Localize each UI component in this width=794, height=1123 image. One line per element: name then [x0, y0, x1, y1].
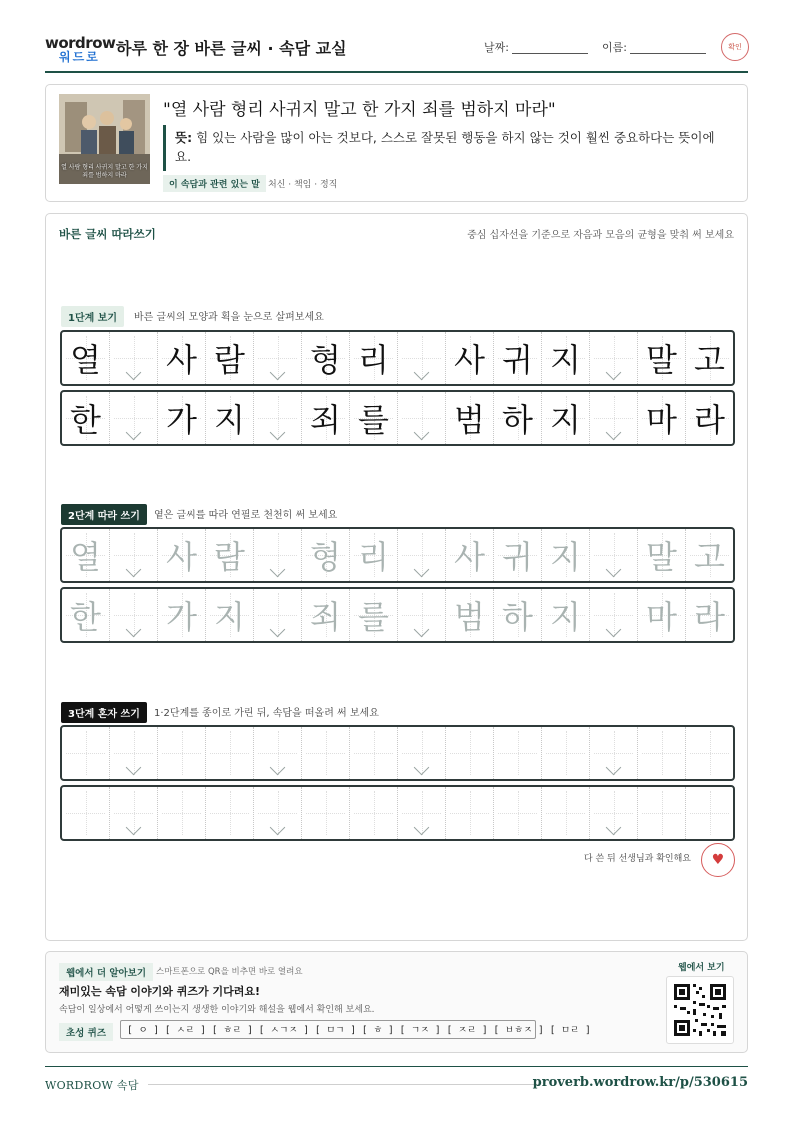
chosung-quiz: [ ㅇ ] [ ㅅㄹ ] [ ㅎㄹ ] [ ㅅㄱㅈ ] [ ㅁㄱ ] [ ㅎ ] [ ㄱㅈ ] [ ㅈㄹ ] [ ㅂㅎㅈ ] [ ㅁㄹ ] [120, 1020, 536, 1039]
space-marker-icon [606, 425, 622, 441]
wordrow-logo [45, 34, 116, 64]
cell-character: 사 [166, 341, 197, 379]
space-marker-icon [126, 760, 142, 776]
writing-cell[interactable] [206, 589, 254, 641]
writing-cell[interactable] [110, 589, 158, 641]
step2-desc: 옅은 글씨를 따라 연필로 천천히 써 보세요 [154, 510, 338, 521]
writing-cell[interactable] [110, 787, 158, 839]
cell-character: 죄 [310, 401, 341, 439]
cell-character: 람 [214, 538, 245, 576]
practice-guide: 중심 십자선을 기준으로 자음과 모음의 균형을 맞춰 써 보세요 [467, 230, 734, 241]
space-marker-icon [270, 562, 286, 578]
writing-cell[interactable] [686, 787, 733, 839]
space-marker-icon [270, 760, 286, 776]
writing-cell [542, 392, 590, 444]
cell-character [70, 790, 101, 836]
writing-cell[interactable] [254, 727, 302, 779]
cell-character: 리 [358, 341, 389, 379]
cell-character: 열 [70, 341, 101, 379]
cell-character: 하 [502, 598, 533, 636]
proverb-illustration [59, 94, 150, 184]
writing-cell[interactable] [446, 529, 494, 581]
cell-character: 한 [70, 401, 101, 439]
writing-cell[interactable] [398, 787, 446, 839]
cell-character: 말 [646, 538, 677, 576]
writing-cell [62, 392, 110, 444]
writing-cell[interactable] [590, 529, 638, 581]
step3-label: 3단계 혼자 쓰기 [61, 702, 147, 723]
writing-cell[interactable] [158, 727, 206, 779]
footer-line [148, 1084, 540, 1085]
cell-character: 죄 [310, 598, 341, 636]
writing-cell [158, 392, 206, 444]
writing-cell [398, 332, 446, 384]
step2-row-1[interactable] [60, 527, 735, 583]
web-more-tag: 웹에서 더 알아보기 [59, 963, 153, 981]
step1-label: 1단계 보기 [61, 306, 124, 327]
writing-cell[interactable] [686, 727, 733, 779]
space-marker-icon [270, 820, 286, 836]
teacher-confirm-text: 다 쓴 뒤 선생님과 확인해요 [583, 854, 691, 864]
writing-cell [686, 392, 733, 444]
writing-cell [686, 332, 733, 384]
writing-cell[interactable] [350, 529, 398, 581]
writing-cell[interactable] [350, 787, 398, 839]
cell-character [454, 730, 485, 776]
cell-character: 고 [694, 341, 725, 379]
writing-cell[interactable] [206, 727, 254, 779]
writing-cell[interactable] [350, 589, 398, 641]
step1-row-1 [60, 330, 735, 386]
cell-character [550, 730, 581, 776]
space-marker-icon [126, 562, 142, 578]
heart-stamp-icon: ♥ [701, 843, 735, 877]
logo-wordmark: wordrow [45, 34, 116, 52]
cell-character [358, 790, 389, 836]
writing-cell[interactable] [302, 727, 350, 779]
writing-cell[interactable] [62, 529, 110, 581]
logo-korean: 워드로 [59, 50, 100, 64]
step1-desc: 바른 글씨의 모양과 획을 눈으로 살펴보세요 [134, 312, 324, 323]
writing-cell [62, 332, 110, 384]
step3-row-1[interactable] [60, 725, 735, 781]
page-title: 하루 한 장 바른 글씨 · 속담 교실 [116, 39, 347, 58]
writing-cell[interactable] [638, 727, 686, 779]
qr-label: 웹에서 보기 [678, 963, 725, 973]
cell-character: 람 [214, 341, 245, 379]
writing-cell[interactable] [590, 727, 638, 779]
check-stamp: 확인 [721, 33, 749, 61]
proverb-meaning [175, 128, 730, 166]
fun-desc: 속담이 일상에서 어떻게 쓰이는지 생생한 이야기와 해설을 웹에서 확인해 보세요. [59, 1005, 375, 1015]
cell-character: 범 [454, 401, 485, 439]
meaning-text: 힘 있는 사람을 많이 아는 것보다, 스스로 잘못된 행동을 하지 않는 것이 훨씬 중요하다는 뜻이에요. [175, 130, 715, 164]
cell-character [358, 730, 389, 776]
space-marker-icon [606, 820, 622, 836]
practice-section-title: 바른 글씨 따라쓰기 [59, 227, 156, 241]
writing-cell [446, 392, 494, 444]
proverb-url-link[interactable]: proverb.wordrow.kr/p/530615 [532, 1075, 748, 1090]
cell-character: 지 [214, 401, 245, 439]
writing-cell[interactable] [446, 727, 494, 779]
proverb-title: "열 사람 형리 사귀지 말고 한 가지 죄를 범하지 마라" [163, 100, 556, 120]
cell-character [646, 730, 677, 776]
space-marker-icon [414, 562, 430, 578]
writing-cell [254, 332, 302, 384]
writing-cell[interactable] [542, 727, 590, 779]
meaning-accent-bar [163, 125, 166, 171]
space-marker-icon [270, 365, 286, 381]
cell-character: 를 [358, 401, 389, 439]
space-marker-icon [414, 365, 430, 381]
writing-cell [590, 332, 638, 384]
space-marker-icon [126, 425, 142, 441]
cell-character [166, 730, 197, 776]
header-divider [45, 71, 748, 73]
step2-row-2[interactable] [60, 587, 735, 643]
writing-cell[interactable] [62, 589, 110, 641]
cell-character [310, 730, 341, 776]
writing-cell[interactable] [398, 529, 446, 581]
space-marker-icon [606, 365, 622, 381]
fun-title: 재미있는 속담 이야기와 퀴즈가 기다려요! [59, 985, 260, 998]
cell-character: 사 [166, 538, 197, 576]
writing-cell [206, 332, 254, 384]
cell-character [694, 790, 725, 836]
writing-cell [110, 332, 158, 384]
cell-character: 고 [694, 538, 725, 576]
writing-cell[interactable] [398, 589, 446, 641]
writing-cell[interactable] [542, 529, 590, 581]
name-field[interactable] [630, 53, 706, 54]
date-field[interactable] [512, 53, 588, 54]
writing-cell [158, 332, 206, 384]
cell-character: 형 [310, 341, 341, 379]
writing-cell[interactable] [62, 787, 110, 839]
writing-cell[interactable] [206, 787, 254, 839]
writing-cell [638, 392, 686, 444]
step3-row-2[interactable] [60, 785, 735, 841]
writing-cell[interactable] [542, 589, 590, 641]
cell-character: 귀 [502, 341, 533, 379]
cell-character: 지 [550, 341, 581, 379]
writing-cell [302, 332, 350, 384]
space-marker-icon [414, 425, 430, 441]
space-marker-icon [606, 562, 622, 578]
cell-character: 사 [454, 538, 485, 576]
cell-character: 형 [310, 538, 341, 576]
writing-cell[interactable] [158, 529, 206, 581]
writing-cell[interactable] [398, 727, 446, 779]
space-marker-icon [414, 760, 430, 776]
space-marker-icon [126, 820, 142, 836]
writing-cell[interactable] [494, 787, 542, 839]
cell-character: 열 [70, 538, 101, 576]
cell-character: 하 [502, 401, 533, 439]
illustration-caption: 열 사람 형리 사귀지 말고 한 가지 죄를 범하지 마라 [61, 164, 148, 179]
cell-character [166, 790, 197, 836]
cell-character: 지 [214, 598, 245, 636]
cell-character: 지 [550, 538, 581, 576]
writing-cell[interactable] [494, 727, 542, 779]
writing-cell[interactable] [62, 727, 110, 779]
cell-character [454, 790, 485, 836]
cell-character: 귀 [502, 538, 533, 576]
cell-character: 마 [646, 401, 677, 439]
date-label: 날짜: [484, 41, 509, 54]
cell-character: 를 [358, 598, 389, 636]
cell-character: 라 [694, 401, 725, 439]
cell-character [214, 730, 245, 776]
writing-cell [542, 332, 590, 384]
writing-cell[interactable] [638, 787, 686, 839]
footer-divider [45, 1066, 748, 1067]
web-more-sub: 스마트폰으로 QR을 비추면 바로 열려요 [156, 967, 303, 977]
related-label: 이 속담과 관련 있는 말 [163, 175, 266, 192]
cell-character: 마 [646, 598, 677, 636]
writing-cell [110, 392, 158, 444]
writing-cell [350, 392, 398, 444]
cell-character: 지 [550, 401, 581, 439]
cell-character [694, 730, 725, 776]
step2-label: 2단계 따라 쓰기 [61, 504, 147, 525]
qr-code[interactable] [666, 976, 734, 1044]
writing-cell[interactable] [206, 529, 254, 581]
writing-cell[interactable] [590, 589, 638, 641]
cell-character [310, 790, 341, 836]
space-marker-icon [270, 425, 286, 441]
writing-cell[interactable] [110, 727, 158, 779]
cell-character: 가 [166, 598, 197, 636]
writing-cell [494, 332, 542, 384]
writing-cell [350, 332, 398, 384]
space-marker-icon [414, 820, 430, 836]
writing-cell [302, 392, 350, 444]
cell-character: 한 [70, 598, 101, 636]
cell-character: 리 [358, 538, 389, 576]
cell-character: 라 [694, 598, 725, 636]
cell-character [502, 730, 533, 776]
related-words: 처신 · 책임 · 정직 [268, 180, 338, 190]
cell-character [70, 730, 101, 776]
name-label: 이름: [602, 41, 627, 54]
writing-cell [446, 332, 494, 384]
cell-character [214, 790, 245, 836]
step3-desc: 1·2단계를 종이로 가린 뒤, 속담을 떠올려 써 보세요 [154, 708, 379, 719]
writing-cell[interactable] [638, 529, 686, 581]
qr-code-icon [667, 977, 733, 1043]
cell-character: 범 [454, 598, 485, 636]
writing-cell[interactable] [158, 589, 206, 641]
writing-cell[interactable] [302, 589, 350, 641]
writing-cell [254, 392, 302, 444]
space-marker-icon [606, 760, 622, 776]
writing-cell [590, 392, 638, 444]
writing-cell[interactable] [254, 589, 302, 641]
space-marker-icon [414, 622, 430, 638]
writing-cell[interactable] [686, 589, 733, 641]
writing-cell [206, 392, 254, 444]
writing-cell[interactable] [446, 787, 494, 839]
writing-cell[interactable] [494, 589, 542, 641]
cell-character [646, 790, 677, 836]
writing-cell[interactable] [254, 787, 302, 839]
cell-character: 사 [454, 341, 485, 379]
writing-cell[interactable] [542, 787, 590, 839]
space-marker-icon [126, 365, 142, 381]
step1-row-2 [60, 390, 735, 446]
writing-cell [494, 392, 542, 444]
cell-character [550, 790, 581, 836]
writing-cell[interactable] [158, 787, 206, 839]
writing-cell[interactable] [350, 727, 398, 779]
writing-cell[interactable] [590, 787, 638, 839]
writing-cell[interactable] [446, 589, 494, 641]
writing-cell [398, 392, 446, 444]
writing-cell [638, 332, 686, 384]
brand-name: WORDROW 속담 [45, 1079, 139, 1092]
writing-cell[interactable] [638, 589, 686, 641]
quiz-label: 초성 퀴즈 [59, 1023, 113, 1041]
space-marker-icon [126, 622, 142, 638]
writing-cell[interactable] [254, 529, 302, 581]
writing-cell[interactable] [302, 529, 350, 581]
cell-character [502, 790, 533, 836]
writing-cell[interactable] [110, 529, 158, 581]
cell-character: 말 [646, 341, 677, 379]
cell-character: 가 [166, 401, 197, 439]
writing-cell[interactable] [494, 529, 542, 581]
cell-character: 지 [550, 598, 581, 636]
writing-cell[interactable] [686, 529, 733, 581]
meaning-label: 뜻: [175, 130, 193, 145]
writing-cell[interactable] [302, 787, 350, 839]
space-marker-icon [606, 622, 622, 638]
space-marker-icon [270, 622, 286, 638]
